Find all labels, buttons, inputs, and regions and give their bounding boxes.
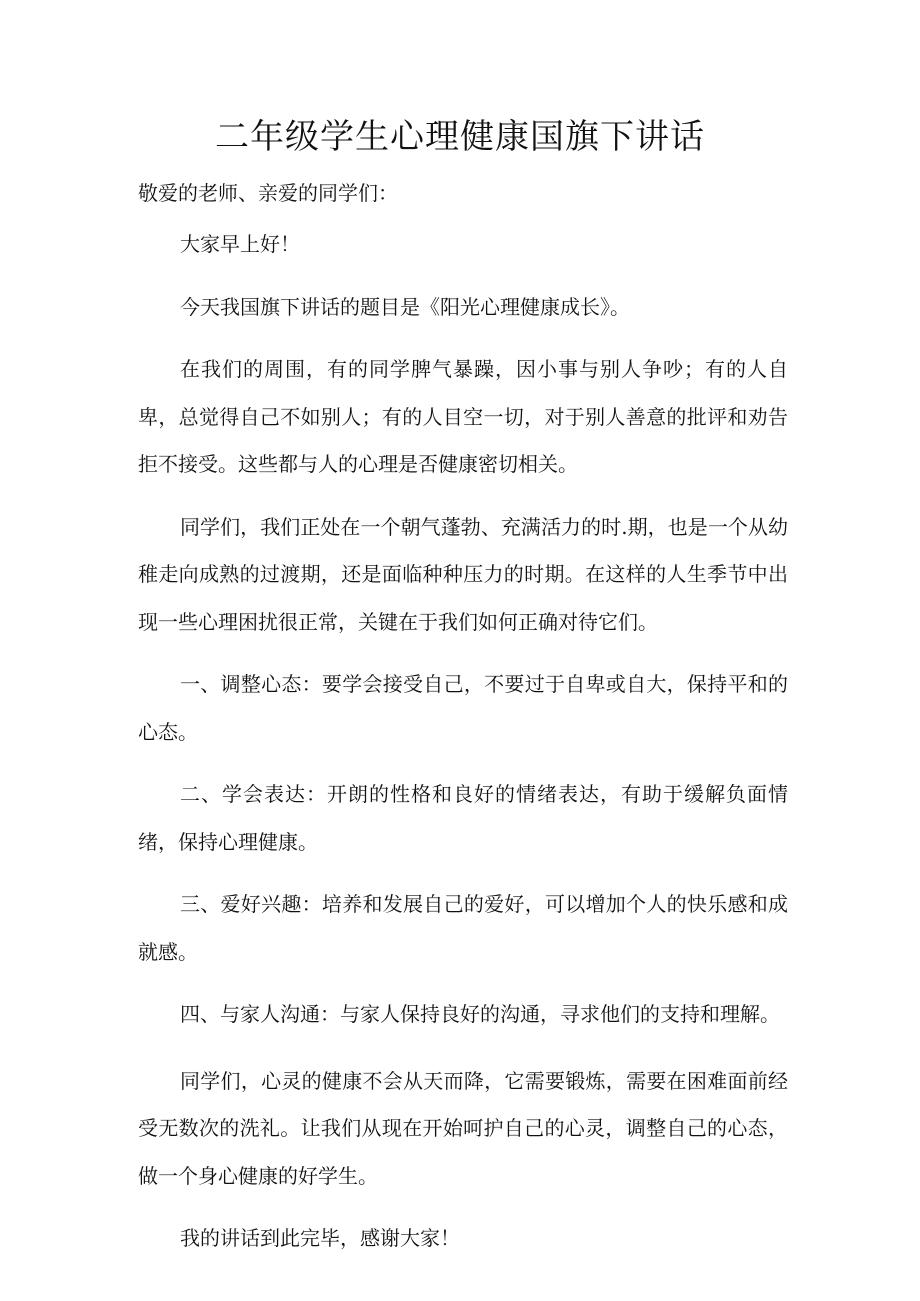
paragraph-opening: 大家早上好！	[180, 232, 300, 256]
paragraph-point-4: 四、与家人沟通：与家人保持良好的沟通，寻求他们的支持和理解。	[180, 1002, 780, 1026]
paragraph-conclusion: 同学们，心灵的健康不会从天而降，它需要锻炼，需要在困难面前经受无数次的洗礼。让我们从现在开始呵护自己的心灵，调整自己的心态，做一个身心健康的好学生。	[138, 1068, 788, 1188]
document-title: 二年级学生心理健康国旗下讲话	[215, 117, 705, 157]
paragraph-point-2: 二、学会表达：开朗的性格和良好的情绪表达，有助于缓解负面情绪，保持心理健康。	[138, 782, 788, 854]
paragraph-topic: 今天我国旗下讲话的题目是《阳光心理健康成长》。	[180, 294, 630, 319]
paragraph-point-3: 三、爱好兴趣：培养和发展自己的爱好，可以增加个人的快乐感和成就感。	[138, 892, 788, 964]
speech-body	[138, 221, 788, 1278]
paragraph-context: 同学们，我们正处在一个朝气蓬勃、充满活力的时.期，也是一个从幼稚走向成熟的过渡期，还是面临种种压力的时期。在这样的人生季节中出现一些心理困扰很正常，关键在于我们如何正确对待它们。	[138, 514, 788, 634]
paragraph-intro: 在我们的周围，有的同学脾气暴躁，因小事与别人争吵；有的人自卑，总觉得自己不如别人；有的人目空一切，对于别人善意的批评和劝告拒不接受。这些都与人的心理是否健康密切相关。	[138, 357, 788, 476]
paragraph-closing: 我的讲话到此完毕，感谢大家！	[180, 1226, 460, 1250]
paragraph-point-1: 一、调整心态：要学会接受自己，不要过于自卑或自大，保持平和的心态。	[138, 672, 788, 744]
greeting: 敬爱的老师、亲爱的同学们：	[138, 181, 398, 205]
